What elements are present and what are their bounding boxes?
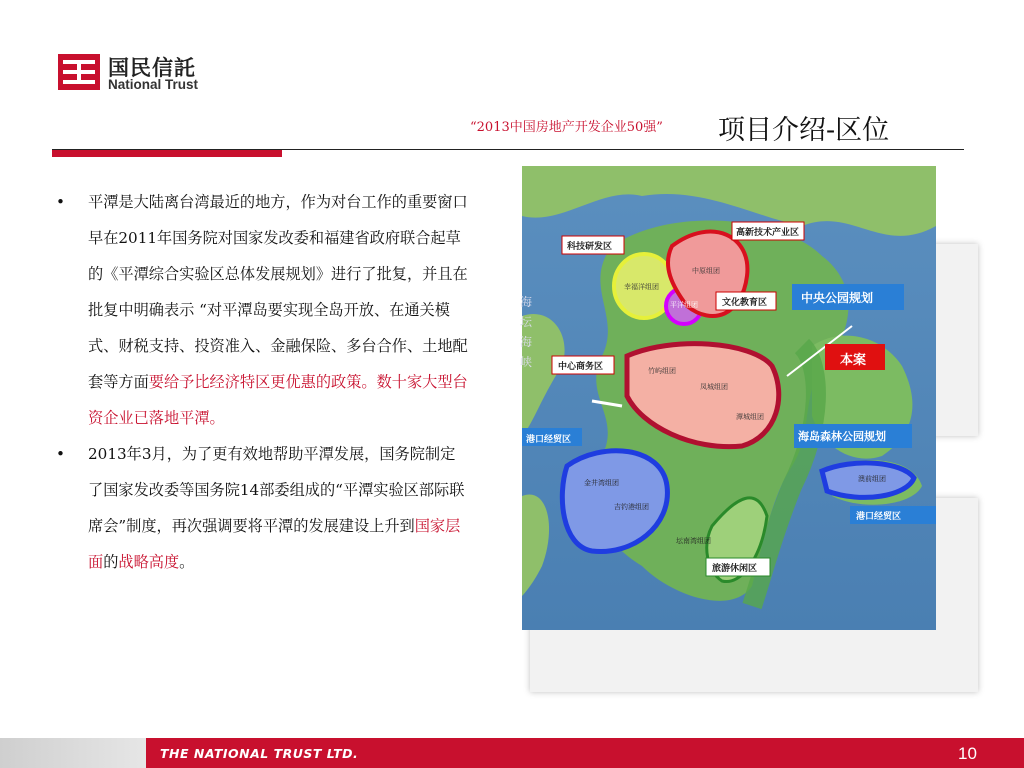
- map-label-forest-park: 海岛森林公园规划: [798, 430, 886, 443]
- logo-english-name: National Trust: [108, 77, 199, 92]
- map-label-strait: 海坛海峡: [520, 295, 533, 369]
- map-label-hitech-zone: 高新技术产业区: [736, 228, 800, 238]
- footer-gray-block: [0, 738, 146, 768]
- bullet-2-text-end: 。: [179, 553, 195, 571]
- bullet-2-highlight-national: 国家层面: [88, 517, 461, 571]
- map-group-tannan: 坛南湾组团: [676, 537, 711, 545]
- bullet-item-2: [56, 436, 470, 580]
- map-group-tancheng: 潭城组团: [736, 413, 764, 421]
- bullet-2-highlight-strategic: 战略高度: [118, 553, 180, 571]
- bullet-dot: •: [56, 193, 65, 211]
- map-group-aoqian: 澳前组团: [858, 475, 886, 483]
- map-group-fengcheng: 凤城组团: [700, 383, 728, 391]
- map-backdrop-card-top: [932, 244, 978, 436]
- national-trust-logo-icon: [58, 54, 100, 90]
- bullet-1-highlight: 要给予比经济特区更优惠的政策。数十家大型台资企业已落地平潭。: [88, 373, 468, 427]
- map-group-zhongyuan: 中原组团: [692, 267, 720, 275]
- map-label-this-project: 本案: [840, 353, 867, 368]
- bullet-list: [56, 184, 470, 580]
- map-label-culture-zone: 文化教育区: [722, 298, 768, 308]
- bullet-dot: •: [56, 445, 65, 463]
- bullet-item-1: [56, 184, 470, 436]
- footer-company-name: THE NATIONAL TRUST LTD.: [160, 746, 359, 761]
- map-label-cbd: 中心商务区: [558, 362, 604, 372]
- map-group-pingyang: 平洋组团: [670, 301, 698, 309]
- map-group-jidiao: 吉钓港组团: [614, 503, 649, 511]
- map-label-tourism: 旅游休闲区: [712, 564, 758, 574]
- map-group-xingfuyang: 幸福洋组团: [624, 283, 659, 291]
- map-group-zhuyu: 竹屿组团: [648, 367, 676, 375]
- map-label-port-west: 港口经贸区: [526, 435, 572, 445]
- bullet-2-text: 2013年3月，为了更有效地帮助平潭发展，国务院制定了国家发改委等国务院14部委组成的“平潭实验区部际联席会”制度，再次强调要将平潭的发展建设上升到: [88, 445, 465, 535]
- map-group-jinjing: 金井湾组团: [584, 479, 619, 487]
- bullet-2-text-mid: 的: [103, 553, 119, 571]
- slide-title: 项目介绍-区位: [718, 115, 890, 146]
- map-label-central-park: 中央公园规划: [801, 291, 874, 305]
- map-label-tech-zone: 科技研发区: [567, 242, 613, 252]
- bullet-1-text: 平潭是大陆离台湾最近的地方，作为对台工作的重要窗口早在2011年国务院对国家发改委和福建省政府联合起草的《平潭综合实验区总体发展规划》进行了批复，并且在批复中明确表示 “对平潭岛要实现全岛开放、在通关模式、财税支持、投资准入、金融保险、多台合作、土地配套等方面: [88, 193, 468, 391]
- map-labels: [522, 166, 936, 630]
- map-label-port-east: 港口经贸区: [856, 512, 902, 522]
- header-accent-bar: [52, 150, 282, 157]
- logo-chinese-name: 国民信託: [108, 56, 196, 80]
- slide-subtitle: “2013中国房地产开发企业50强”: [470, 120, 663, 135]
- page-number: 10: [958, 744, 977, 763]
